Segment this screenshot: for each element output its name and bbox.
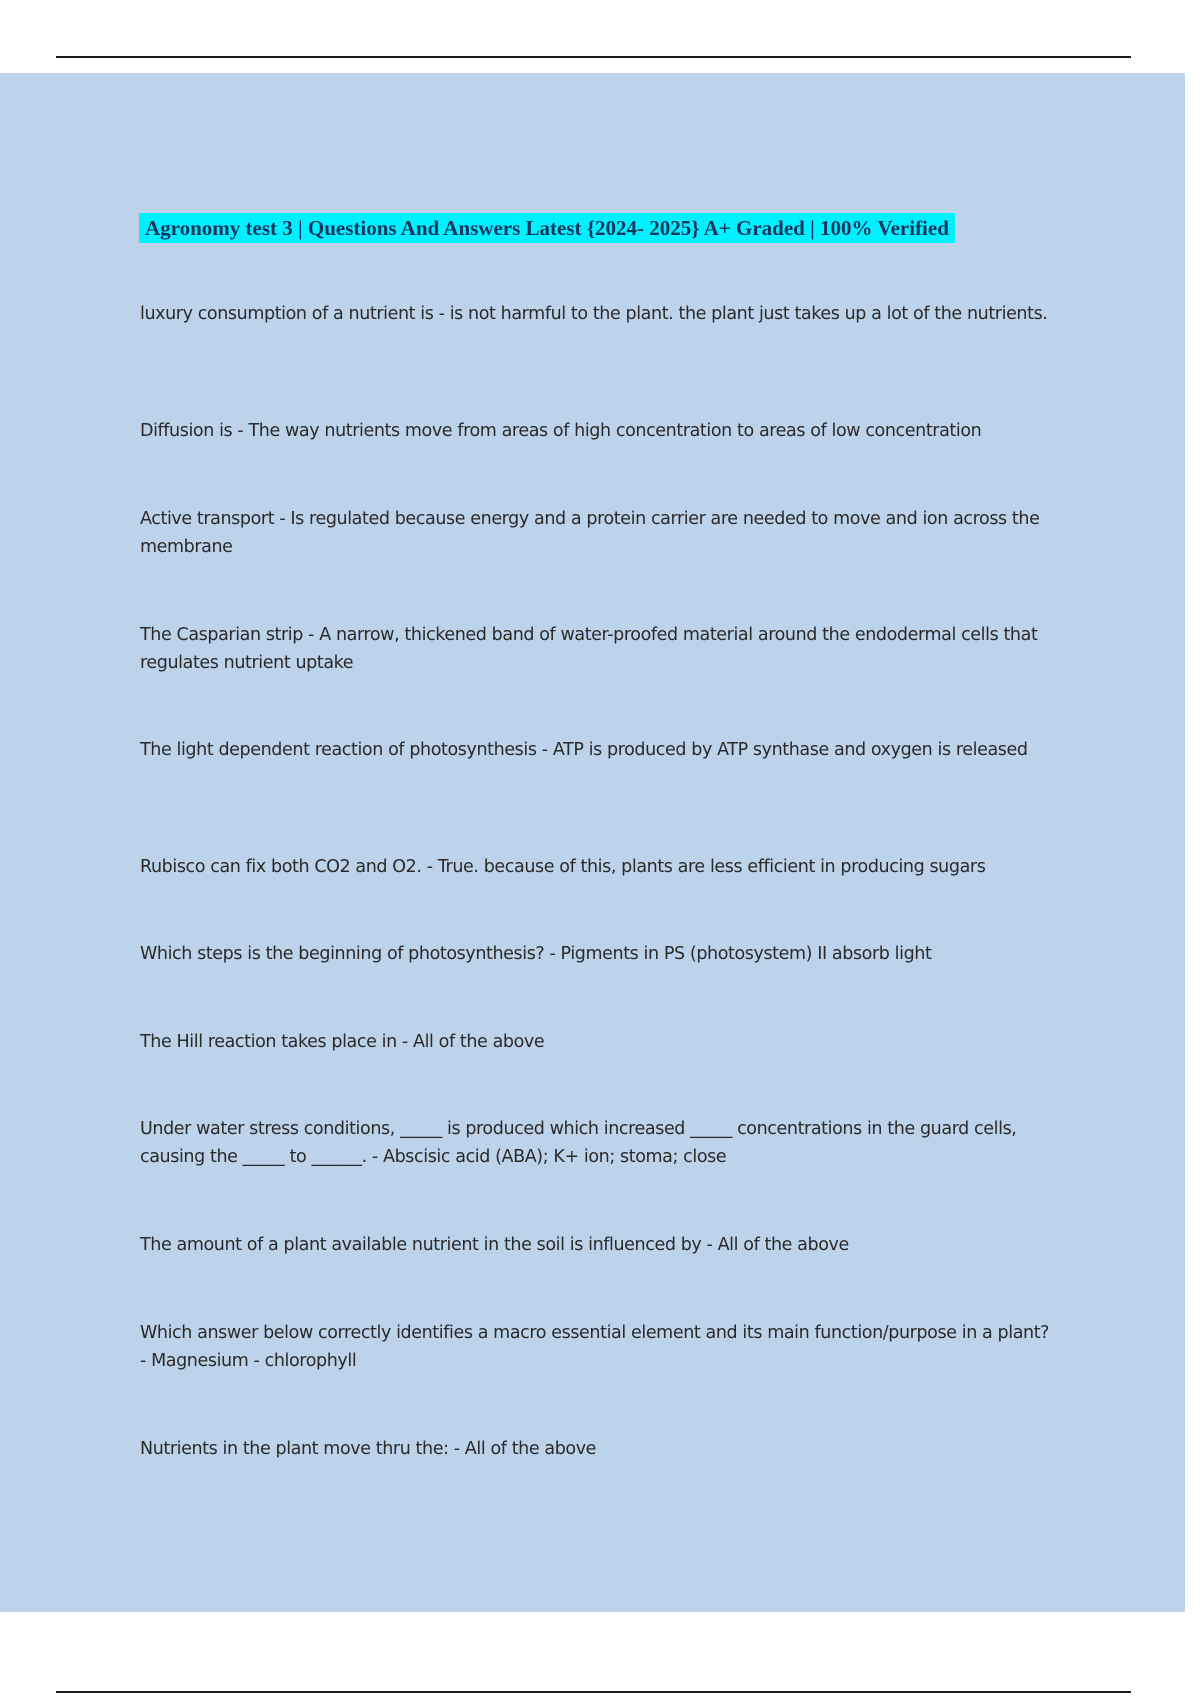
document-title: Agronomy test 3 | Questions And Answers Latest {2024- 2025} A+ Graded | 100% Verified bbox=[139, 213, 955, 243]
qa-item: Diffusion is - The way nutrients move from areas of high concentration to areas of low concentration bbox=[140, 421, 982, 441]
qa-item: luxury consumption of a nutrient is - is not harmful to the plant. the plant just takes up a lot of the nutrients. bbox=[140, 304, 1048, 324]
qa-item: Nutrients in the plant move thru the: - All of the above bbox=[140, 1439, 597, 1459]
qa-item: The light dependent reaction of photosynthesis - ATP is produced by ATP synthase and oxygen is released bbox=[140, 740, 1028, 760]
qa-item: Which answer below correctly identifies a macro essential element and its main function/purpose in a plant? - Magnesium - chlorophyll bbox=[140, 1323, 1050, 1371]
footer-rule bbox=[56, 1691, 1131, 1693]
qa-item: Active transport - Is regulated because energy and a protein carrier are needed to move and ion across the membrane bbox=[140, 509, 1040, 557]
header-rule bbox=[56, 56, 1131, 58]
qa-item: Under water stress conditions, _____ is produced which increased _____ concentrations in the guard cells, causing the _____ to ______. - Abscisic acid (ABA); K+ ion; stoma; close bbox=[140, 1119, 1017, 1167]
qa-item: Rubisco can fix both CO2 and O2. - True. because of this, plants are less efficient in producing sugars bbox=[140, 857, 986, 877]
qa-item: Which steps is the beginning of photosynthesis? - Pigments in PS (photosystem) II absorb light bbox=[140, 944, 932, 964]
qa-item: The Casparian strip - A narrow, thickened band of water-proofed material around the endodermal cells that regulates nutrient uptake bbox=[140, 625, 1038, 673]
qa-item: The amount of a plant available nutrient in the soil is influenced by - All of the above bbox=[140, 1235, 849, 1255]
qa-item: The Hill reaction takes place in - All of the above bbox=[140, 1032, 545, 1052]
